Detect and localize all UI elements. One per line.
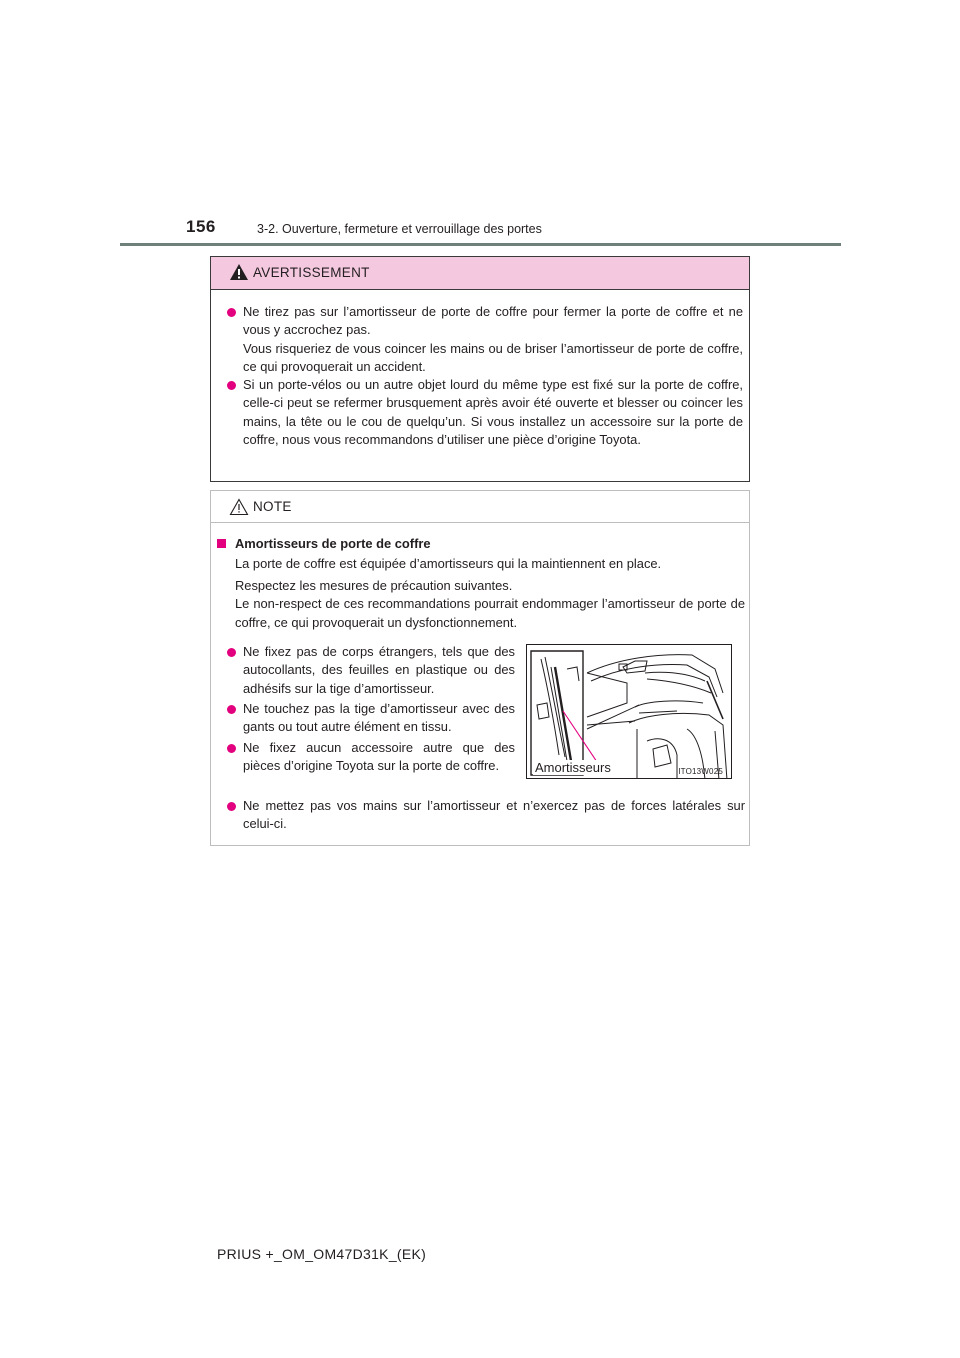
note-item bbox=[227, 700, 515, 737]
warning-item-text: Vous risqueriez de vous coincer les mains ou de briser l’amortisseur de porte de coffre, ce qui provoquerait un accident. bbox=[243, 340, 743, 375]
square-bullet-icon bbox=[217, 539, 226, 548]
warning-title: AVERTISSEMENT bbox=[253, 265, 370, 280]
warning-item-text: Ne tirez pas sur l’amortisseur de porte de coffre pour fermer la porte de coffre et ne vous y accrochez pas. bbox=[243, 304, 743, 338]
warning-triangle-icon bbox=[229, 263, 249, 281]
note-item bbox=[227, 643, 515, 698]
warning-item bbox=[227, 376, 743, 450]
warning-item bbox=[227, 303, 743, 377]
footer-document-code: PRIUS +_OM_OM47D31K_(EK) bbox=[217, 1246, 427, 1262]
note-header bbox=[211, 491, 749, 523]
page-number: 156 bbox=[186, 217, 216, 236]
tailgate-line-drawing bbox=[527, 645, 732, 779]
note-intro: La porte de coffre est équipée d’amortisseurs qui la maintiennent en place. bbox=[235, 556, 662, 571]
note-item bbox=[227, 739, 515, 776]
bullet-dot-icon bbox=[227, 744, 236, 753]
note-item-text: Ne touchez pas la tige d’amortisseur avec des gants ou tout autre élément en tissu. bbox=[243, 701, 515, 735]
tailgate-damper-illustration bbox=[526, 644, 732, 779]
note-heading: Amortisseurs de porte de coffre bbox=[235, 536, 431, 551]
note-precautions bbox=[235, 577, 745, 632]
note-item-text: Ne mettez pas vos mains sur l’amortisseur et n’exercez pas de forces latérales sur celui-ci. bbox=[243, 798, 745, 832]
page-header bbox=[0, 0, 960, 250]
bullet-dot-icon bbox=[227, 648, 236, 657]
warning-box bbox=[210, 256, 750, 482]
bullet-dot-icon bbox=[227, 308, 236, 317]
section-title: 3-2. Ouverture, fermeture et verrouillage des portes bbox=[257, 222, 542, 236]
note-section-heading bbox=[217, 535, 745, 553]
note-precaution-line: Le non-respect de ces recommandations pourrait endommager l’amortisseur de porte de coffre, ce qui provoquerait un dysfonctionnement. bbox=[235, 596, 745, 630]
warning-item-text: Si un porte-vélos ou un autre objet lourd du même type est fixé sur la porte de coffre, celle-ci peut se refermer brusquement après avoir été ouverte et blesser ou coincer les mains, la tête ou le cou de quelqu’un. Si vous installez un accessoire sur la porte de coffre, nous vous recommandons d’utiliser une pièce d’origine Toyota. bbox=[243, 377, 743, 448]
note-precaution-line: Respectez les mesures de précaution suivantes. bbox=[235, 578, 513, 593]
bullet-dot-icon bbox=[227, 802, 236, 811]
caution-triangle-outline-icon bbox=[229, 498, 249, 516]
bullet-dot-icon bbox=[227, 705, 236, 714]
note-item-text: Ne fixez pas de corps étrangers, tels que des autocollants, des feuilles en plastique ou des adhésifs sur la tige d’amortisseur. bbox=[243, 644, 515, 696]
warning-header bbox=[211, 257, 749, 290]
header-divider bbox=[120, 243, 841, 246]
note-title: NOTE bbox=[253, 499, 292, 514]
note-item-text: Ne fixez aucun accessoire autre que des pièces d’origine Toyota sur la porte de coffre. bbox=[243, 740, 515, 774]
note-item bbox=[227, 797, 745, 834]
figure-label: Amortisseurs bbox=[535, 760, 611, 775]
figure-code: ITO13W025 bbox=[678, 767, 723, 776]
bullet-dot-icon bbox=[227, 381, 236, 390]
